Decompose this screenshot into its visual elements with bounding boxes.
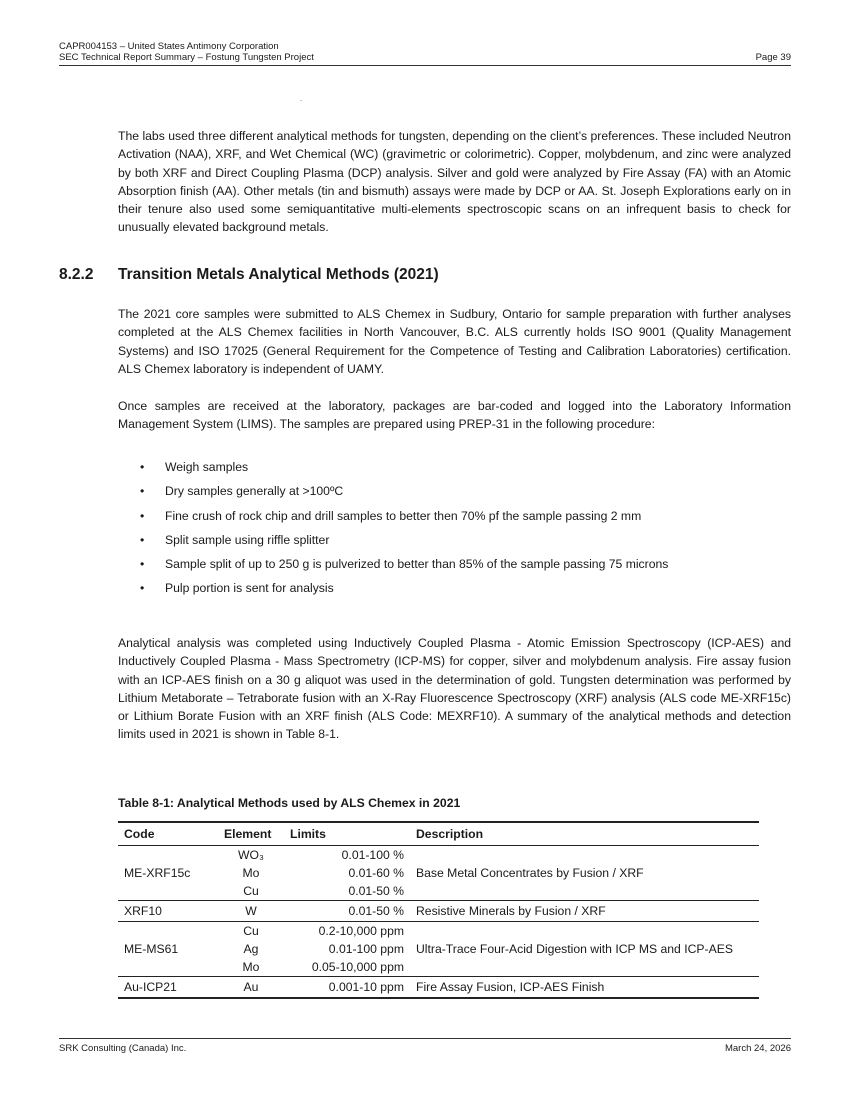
footer-date: March 24, 2026 xyxy=(724,1043,791,1054)
bullet-icon: • xyxy=(140,460,145,474)
cell-element: Cu xyxy=(243,924,259,938)
table-row xyxy=(118,922,759,941)
bullet-icon: • xyxy=(140,532,145,547)
bullet-icon: • xyxy=(140,484,145,499)
cell-code: ME-XRF15c xyxy=(118,846,218,901)
paragraph-labs: The 2021 core samples were submitted to ALS Chemex in Sudbury, Ontario for sample preparation with further analyses completed at the ALS Chemex facilities in North Vancouver, B.C. ALS currently holds ISO 9001 (Quality Management Systems) and ISO 17025 (General Requirement for the Competence of Testing and Calibration Laboratories) certification. ALS Chemex laboratory is independent of UAMY. xyxy=(118,307,791,376)
cell-limits: 0.05-10,000 ppm xyxy=(284,958,410,977)
cell-limits: 0.01-50 % xyxy=(284,882,410,901)
bullet-icon: • xyxy=(140,581,145,596)
col-header-description: Description xyxy=(410,822,759,846)
page-footer xyxy=(59,1043,791,1054)
table-row xyxy=(118,846,759,865)
list-item: • Fine crush of rock chip and drill samples to better then 70% pf the sample passing 2 mm xyxy=(140,508,642,523)
page-header xyxy=(59,41,791,63)
table-row xyxy=(118,977,759,999)
cell-code: XRF10 xyxy=(118,901,218,922)
paragraph-analysis: Analytical analysis was completed using Inductively Coupled Plasma - Atomic Emission Spectroscopy (ICP-AES) and Inductively Coupled Plasma - Mass Spectrometry (ICP-MS) for copper, silver and molybdenum analysis. Fire assay fusion with an ICP-AES finish on a 30 g aliquot was used in the determination of gold. Tungsten determination was performed by Lithium Metaborate – Tetraborate fusion with an X-Ray Fluorescence Spectroscopy (XRF) analysis (ALS code ME-XRF15c) or Lithium Borate Fusion with an XRF finish (ALS Code: MEXRF10). A summary of the analytical methods and detection limits used in 2021 is shown in Table 8-1. xyxy=(118,636,791,742)
col-header-code: Code xyxy=(118,822,218,846)
section-title: Transition Metals Analytical Methods (2021) xyxy=(118,266,439,283)
cell-element: W xyxy=(218,901,284,922)
section-heading xyxy=(59,266,439,284)
intro-paragraph: The labs used three different analytical methods for tungsten, depending on the client’s preferences. These included Neutron Activation (NAA), XRF, and Wet Chemical (WC) (gravimetric or colorimetric). Copper, molybdenum, and zinc were analyzed by both XRF and Direct Coupling Plasma (DCP) analysis. Silver and gold were analyzed by Fire Assay (FA) with an Atomic Absorption finish (AA). Other metals (tin and bismuth) assays were made by DCP or AA. St. Joseph Explorations early on in their tenure also used some semiquantitative multi-elements spectroscopic scans on an infrequent basis to check for unusually elevated background metals. xyxy=(118,129,791,235)
footer-divider xyxy=(59,1038,791,1039)
table-row xyxy=(118,901,759,922)
cell-limits: 0.001-10 ppm xyxy=(284,977,410,999)
cell-limits: 0.01-50 % xyxy=(284,901,410,922)
list-item: • Split sample using riffle splitter xyxy=(140,532,330,547)
cell-limits: 0.01-60 % xyxy=(348,866,404,880)
list-item: • Dry samples generally at >100ºC xyxy=(140,484,344,499)
list-item: • Pulp portion is sent for analysis xyxy=(140,581,334,596)
col-header-limits: Limits xyxy=(284,822,410,846)
cell-limits: 0.2-10,000 ppm xyxy=(318,924,404,938)
table-header-row xyxy=(118,822,759,846)
analytical-methods-table xyxy=(118,821,759,999)
cell-description: Resistive Minerals by Fusion / XRF xyxy=(410,901,759,922)
cell-element: Mo xyxy=(218,958,284,977)
prep-procedure-list xyxy=(118,458,791,604)
cell-description: Ultra-Trace Four-Acid Digestion with ICP MS and ICP-AES xyxy=(410,922,759,977)
cell-element: WO₃ xyxy=(238,848,264,862)
paragraph-prep: Once samples are received at the laboratory, packages are bar-coded and logged into the Laboratory Information Management System (LIMS). The samples are prepared using PREP-31 in the following procedure: xyxy=(118,399,791,432)
cell-code: Au-ICP21 xyxy=(118,977,218,999)
cell-limits: 0.01-100 % xyxy=(341,848,404,862)
list-item: • Weigh samples xyxy=(140,460,249,474)
header-line-2: SEC Technical Report Summary – Fostung Tungsten Project xyxy=(59,52,314,63)
cell-element: Mo xyxy=(242,866,260,880)
cell-element: Au xyxy=(218,977,284,999)
stray-mark: . xyxy=(300,94,303,103)
bullet-icon: • xyxy=(140,557,145,572)
cell-description: Fire Assay Fusion, ICP-AES Finish xyxy=(410,977,759,999)
cell-element: Cu xyxy=(218,882,284,901)
list-item: • Sample split of up to 250 g is pulverized to better than 85% of the sample passing 75 microns xyxy=(140,557,669,572)
header-line-1: CAPR004153 – United States Antimony Corporation xyxy=(59,41,279,52)
cell-element: Ag xyxy=(243,942,259,956)
section-number: 8.2.2 xyxy=(59,266,94,283)
page-number: Page 39 xyxy=(755,52,791,63)
header-divider xyxy=(59,65,791,66)
cell-code: ME-MS61 xyxy=(118,922,218,977)
bullet-icon: • xyxy=(140,508,145,523)
table-caption: Table 8-1: Analytical Methods used by ALS Chemex in 2021 xyxy=(118,796,461,810)
footer-company: SRK Consulting (Canada) Inc. xyxy=(59,1043,187,1054)
cell-description: Base Metal Concentrates by Fusion / XRF xyxy=(410,846,759,901)
cell-limits: 0.01-100 ppm xyxy=(328,942,404,956)
col-header-element: Element xyxy=(218,822,284,846)
